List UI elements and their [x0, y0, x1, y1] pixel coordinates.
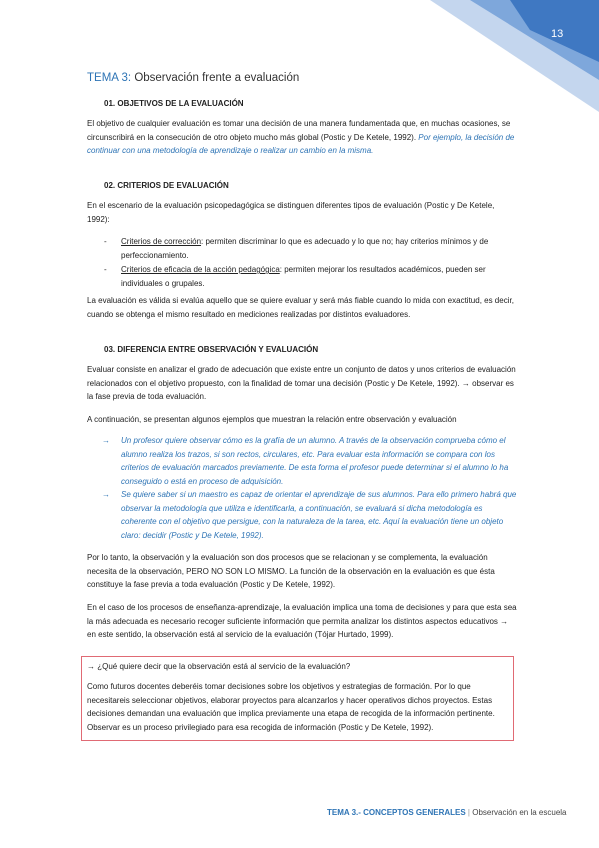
- bullet-dash: -: [104, 265, 107, 274]
- title-text: Observación frente a evaluación: [134, 72, 300, 84]
- highlight-box: [81, 656, 514, 741]
- section-heading-objetivos: 01. OBJETIVOS DE LA EVALUACIÓN: [104, 99, 244, 108]
- bullet-term: Criterios de eficacia de la acción pedagógica: [121, 265, 280, 274]
- section-heading-criterios: 02. CRITERIOS DE EVALUACIÓN: [104, 181, 229, 190]
- example-text: Se quiere saber si un maestro es capaz de orientar el aprendizaje de sus alumnos. Para ello primero habrá que observar la metodología que utiliza e identificarla, a continuación, se evaluará si dicha metodología es coherente con el objetivo que persigue, con la naturaleza de la tarea, etc. Aquí la evaluación tiene un objeto claro: decidir (Postic y De Ketele, 1992).: [121, 490, 517, 540]
- page-title: [87, 72, 299, 84]
- bullet-text: [121, 263, 516, 290]
- bullet-dash: -: [104, 237, 107, 246]
- footer-course: Observación en la escuela: [472, 808, 567, 817]
- example-text: Un profesor quiere observar cómo es la grafía de un alumno. A través de la observación comprueba cómo el alumno realiza los trazos, si son rectos, circulares, etc. Para evaluar esta información se compara con los criterios de evaluación marcados previamente. De esta forma el profesor puede determinar si el alumno lo ha conseguido o está en proceso de adquisición.: [121, 436, 509, 486]
- page-footer: [327, 808, 567, 817]
- paragraph-conclusion: Por lo tanto, la observación y la evaluación son dos procesos que se relacionan y se complementa, la evaluación necesita de la observación, PERO NO SON LO MISMO. La función de la observación en la evaluación es que ésta constituye la fase previa a toda evaluación (Postic y De Ketele, 1992).: [87, 553, 495, 589]
- paragraph-criterios-intro: En el escenario de la evaluación psicopedagógica se distinguen diferentes tipos de evaluación (Postic y De Ketele, 1992):: [87, 201, 495, 224]
- box-question: → ¿Qué quiere decir que la observación está al servicio de la evaluación?: [87, 662, 351, 671]
- page-number: 13: [551, 28, 564, 40]
- bullet-term: Criterios de corrección: [121, 237, 202, 246]
- arrow-icon: →: [102, 436, 110, 445]
- bullet-description: : permiten mejorar los resultados académicos, pueden ser individuales o grupales.: [121, 265, 486, 288]
- footer-topic: TEMA 3.- CONCEPTOS GENERALES: [327, 808, 466, 817]
- box-text: Como futuros docentes deberéis tomar decisiones sobre los objetivos y estrategias de formación. Por lo que necesitareis seleccionar objetivos, elaborar proyectos para alcanzarlos y hacer operativos dichos proyectos. Estas decisiones demandan una evaluación que implica previamente una etapa de recogida de la información pertinente. Observar es un proceso privilegiado para esa recogida de información (Postic y De Ketele, 1992).: [87, 682, 495, 732]
- paragraph-objetivos: [87, 117, 517, 158]
- footer-separator: |: [465, 808, 473, 817]
- section-heading-diferencia: 03. DIFERENCIA ENTRE OBSERVACIÓN Y EVALUACIÓN: [104, 345, 319, 354]
- corner-decoration: [0, 0, 599, 120]
- bullet-description: : permiten discriminar lo que es adecuado y lo que no; hay criterios mínimos y de perfeccionamiento.: [121, 237, 489, 260]
- arrow-icon: →: [102, 490, 110, 499]
- bullet-text: [121, 235, 516, 262]
- paragraph-ejemplos-intro: A continuación, se presentan algunos ejemplos que muestran la relación entre observación y evaluación: [87, 415, 457, 424]
- paragraph-ensenanza: En el caso de los procesos de enseñanza-aprendizaje, la evaluación implica una toma de decisiones y para que esta sea la más adecuada es necesario recoger suficiente información que permita analizar los distintos aspectos educativos → en este sentido, la observación está al servicio de la evaluación (Tójar Hurtado, 1999).: [87, 603, 517, 639]
- paragraph-evaluar: Evaluar consiste en analizar el grado de adecuación que existe entre un conjunto de datos y unos criterios de evaluación relacionados con el objetivo propuesto, con la finalidad de tomar una decisión (Postic y De Ketele, 1992). → observar es la fase previa de toda evaluación.: [87, 365, 516, 401]
- paragraph-objetivos-example: Por ejemplo, la decisión de continuar con una metodología de aprendizaje o realizar un cambio en la misma.: [87, 132, 515, 155]
- title-tema-label: TEMA 3:: [87, 72, 132, 84]
- paragraph-criterios-closing: La evaluación es válida si evalúa aquello que se quiere evaluar y será más fiable cuando lo mida con exactitud, es decir, cuando se obtenga el mismo resultado en mediciones realizadas por distintos evaluadores.: [87, 296, 514, 319]
- paragraph-objetivos-text: El objetivo de cualquier evaluación es tomar una decisión de una manera fundamentada que, en muchas ocasiones, se circunscribirá en la consecución de otro objeto mucho más global (Postic y De Ketele, 1992).: [87, 119, 511, 142]
